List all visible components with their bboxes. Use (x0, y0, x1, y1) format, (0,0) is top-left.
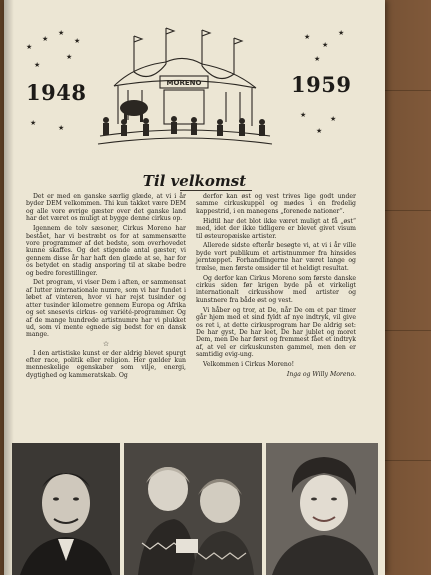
star-icon: ★ (304, 33, 311, 41)
year-start: 1948 (26, 80, 87, 105)
article-title: Til velkomst (142, 172, 247, 190)
star-icon: ★ (30, 119, 37, 127)
star-icon: ★ (338, 29, 345, 37)
photo-portrait-woman (266, 443, 378, 575)
article-column-right (196, 193, 356, 381)
star-icon: ★ (58, 29, 65, 37)
photo-children (124, 443, 262, 575)
title-underline (180, 190, 252, 191)
tent-sign: MORENO (166, 79, 202, 87)
paragraph: Vi håber og tror, at De, når De om et par timer går hjem med et sind fyldt af nye indtryk, vil give os ret i, at dette cirkusprogram har De aldrig set: De har gyst, De har leet, De har jublet og moret Dem, men De har først og fremmest fået et indtryk af, at vel er cirkuskunsten gammel, men den er samtidig evig-ung. (196, 306, 356, 359)
paragraph: I den artistiske kunst er der aldrig blevet spurgt efter race, politik eller religion. Her gælder kun menneskelige egenskaber som vilje, energi, dygtighed og kammeratskab. Og (26, 349, 186, 379)
paragraph: Igennem de tolv sæsoner, Cirkus Moreno har bestået, har vi bestræbt os for at sammensætte vore programmer af det bedste, som overhovedet kunne skaffes. Og det stigende antal gæster, vi gennem disse år har haft den glæde at se, har for os betydet en stadig ansporing til at skabe bedre og bedre forestillinger. (26, 225, 186, 277)
woman-portrait-image (266, 443, 378, 575)
signature: Inga og Willy Moreno. (286, 370, 356, 378)
star-icon: ★ (34, 61, 41, 69)
paragraph: Hidtil har det blot ikke været muligt at få „øst“ med, idet der ikke tidligere er blevet givet visum til østeuropæiske artister. (196, 217, 356, 240)
article-column-left (26, 193, 186, 382)
star-icon: ★ (26, 43, 33, 51)
paragraph: Allerede sidste efterår besøgte vi, at vi i år ville byde vort publikum et artistnummer fra hinsides jerntæppet. Forhandlingerne har været lange og trælse, men første omsider til et heldigt resultat. (196, 242, 356, 272)
star-icon: ★ (330, 115, 337, 123)
paragraph: Det program, vi viser Dem i aften, er sammensat af lutter internationale numre, som vi har fundet i løbet af vinteren, hvor vi har rejst tusinder og atter tusinder kilometre gennem Europa og Afrika og set snesevis cirkus- og variété-programmer. Og af de mange hundrede artistnumre har vi plukket ud, som vi mente egnede sig bedst for en dansk mange. (26, 279, 186, 339)
star-icon: ★ (42, 35, 49, 43)
star-icon: ★ (316, 127, 323, 135)
paragraph: Velkommen i Cirkus Moreno! (203, 361, 295, 369)
children-image (124, 443, 262, 575)
star-icon: ☆ (102, 340, 110, 349)
man-portrait-image (12, 443, 120, 575)
year-end: 1959 (291, 72, 352, 97)
article-body (26, 193, 376, 439)
star-icon: ★ (300, 111, 307, 119)
star-icon: ★ (58, 124, 65, 132)
circus-tent-illustration (94, 24, 274, 152)
paragraph: Det er med en ganske særlig glæde, at vi i år byder DEM velkommen. Thi kun takket være DEM og alle vore øvrige gæster over det ganske land har det været os muligt at bygge denne cirkus op. (26, 193, 186, 223)
star-icon: ★ (66, 53, 73, 61)
star-icon: ★ (322, 41, 329, 49)
star-icon: ★ (74, 37, 81, 45)
photo-portrait-man (12, 443, 120, 575)
paragraph: Og derfor kan Cirkus Moreno som første danske cirkus siden før krigen byde på et virkeligt internationalt cirkusshow med artister og kunstnere fra både øst og vest. (196, 274, 356, 304)
paragraph: derfor kan øst og vest trives lige godt under samme cirkuskuppel og mødes i en fredelig kappestrid, i en manegens „forenede nationer“. (196, 193, 356, 215)
program-page (4, 0, 385, 575)
star-icon: ★ (314, 55, 321, 63)
